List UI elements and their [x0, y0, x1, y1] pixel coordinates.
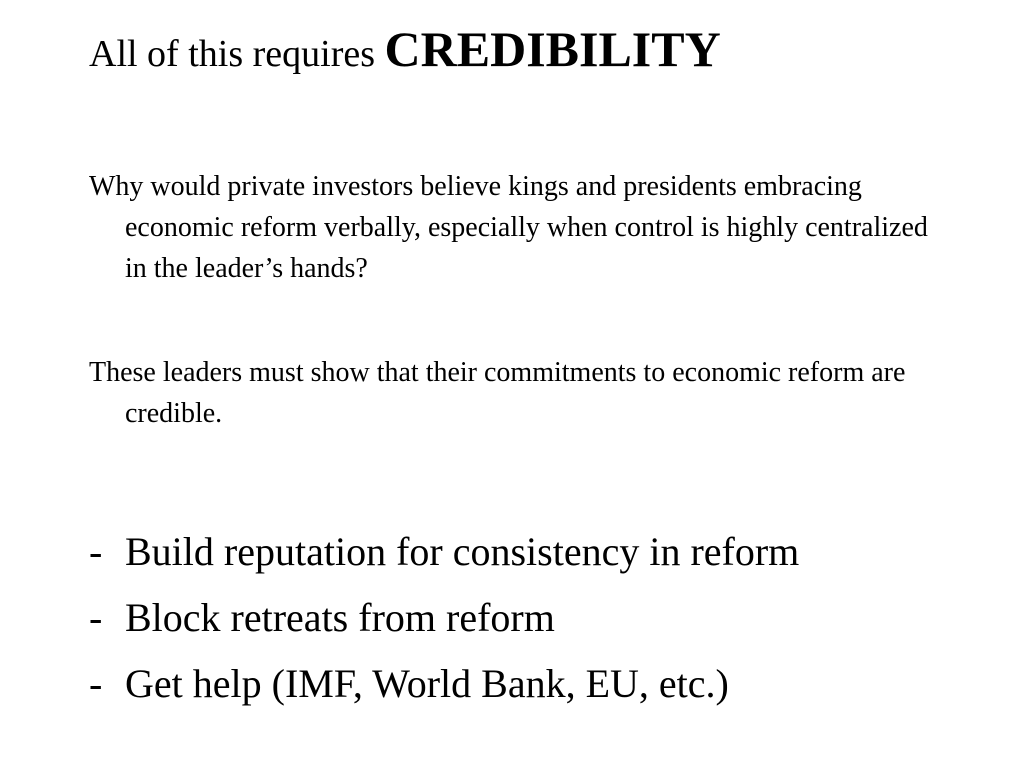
- bullet-list: [89, 518, 799, 716]
- bullet-marker: -: [89, 594, 103, 640]
- bullet-item: [89, 584, 799, 650]
- bullet-text: Build reputation for consistency in reform: [125, 528, 800, 574]
- slide-title-lead: All of this requires: [89, 33, 385, 75]
- bullet-text: Get help (IMF, World Bank, EU, etc.): [125, 660, 729, 706]
- statement-paragraph: These leaders must show that their commitments to economic reform are credible.: [89, 357, 906, 429]
- bullet-marker: -: [89, 528, 103, 574]
- bullet-text: Block retreats from reform: [125, 594, 555, 640]
- slide-title-emphasis: CREDIBILITY: [384, 21, 721, 77]
- bullet-marker: -: [89, 660, 103, 706]
- question-paragraph: Why would private investors believe kings and presidents embracing economic reform verbally, especially when control is highly centralized in the leader’s hands?: [89, 171, 928, 284]
- bullet-item: [89, 650, 799, 716]
- bullet-item: [89, 518, 799, 584]
- slide-title: [89, 21, 721, 77]
